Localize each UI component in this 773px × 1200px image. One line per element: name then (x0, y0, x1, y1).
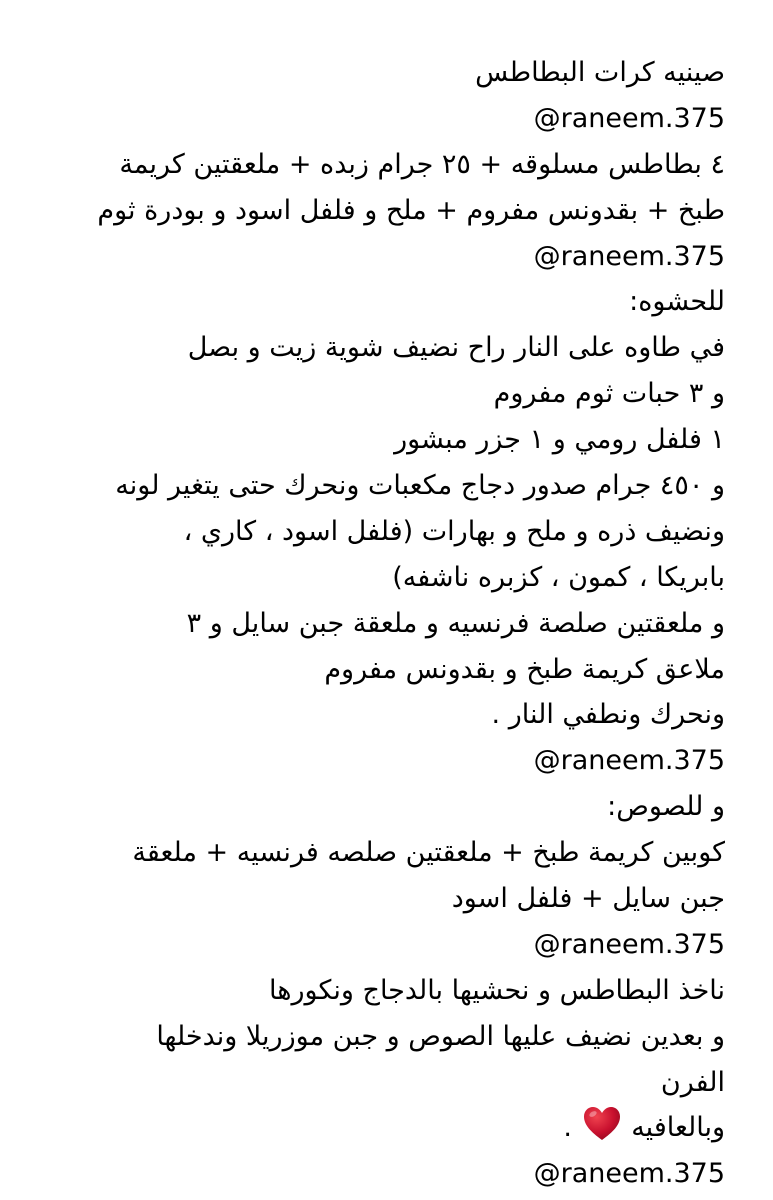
text-line: و ٣ حبات ثوم مفروم (493, 378, 725, 410)
text-line: كوبين كريمة طبخ + ملعقتين صلصه فرنسيه + ملعقة (132, 837, 725, 869)
text-line: ناخذ البطاطس و نحشيها بالدجاج ونكورها (269, 974, 725, 1006)
recipe-note (30, 50, 725, 1197)
red-heart-icon (583, 1106, 621, 1142)
text-line: في طاوه على النار راح نضيف شوية زيت و بصل (187, 332, 725, 364)
text-line: raneem.375@ (533, 928, 725, 960)
text-line: للحشوه: (629, 286, 725, 318)
signature: raneem.375@ (533, 1158, 725, 1190)
closing-line (30, 1105, 725, 1151)
closing-punct: . (563, 1112, 573, 1144)
recipe-lines (30, 50, 725, 1105)
text-line: ونحرك ونطفي النار . (491, 699, 725, 731)
text-line: و ملعقتين صلصة فرنسيه و ملعقة جبن سايل و ٣ (186, 607, 725, 639)
text-line: raneem.375@ (533, 745, 725, 777)
text-line: raneem.375@ (533, 240, 725, 272)
closing-text: وبالعافيه (631, 1112, 725, 1144)
text-line: ملاعق كريمة طبخ و بقدونس مفروم (324, 653, 725, 685)
text-line: و للصوص: (607, 791, 725, 823)
text-line: و ٤٥٠ جرام صدور دجاج مكعبات ونحرك حتى يتغير لونه (115, 470, 725, 502)
text-line: و بعدين نضيف عليها الصوص و جبن موزريلا وندخلها (156, 1020, 725, 1052)
text-line: الفرن (660, 1066, 725, 1098)
text-line: ٤ بطاطس مسلوقه + ٢٥ جرام زبده + ملعقتين كريمة (119, 148, 725, 180)
text-line: ١ فلفل رومي و ١ جزر مبشور (394, 424, 725, 456)
text-line: بابريكا ، كمون ، كزبره ناشفه) (392, 561, 725, 593)
text-line: صينيه كرات البطاطس (475, 57, 725, 88)
text-line: جبن سايل + فلفل اسود (451, 883, 725, 915)
text-line: ونضيف ذره و ملح و بهارات (فلفل اسود ، كاري ، (183, 515, 725, 547)
text-line: raneem.375@ (533, 102, 725, 134)
text-line: طبخ + بقدونس مفروم + ملح و فلفل اسود و بودرة ثوم (97, 194, 725, 226)
